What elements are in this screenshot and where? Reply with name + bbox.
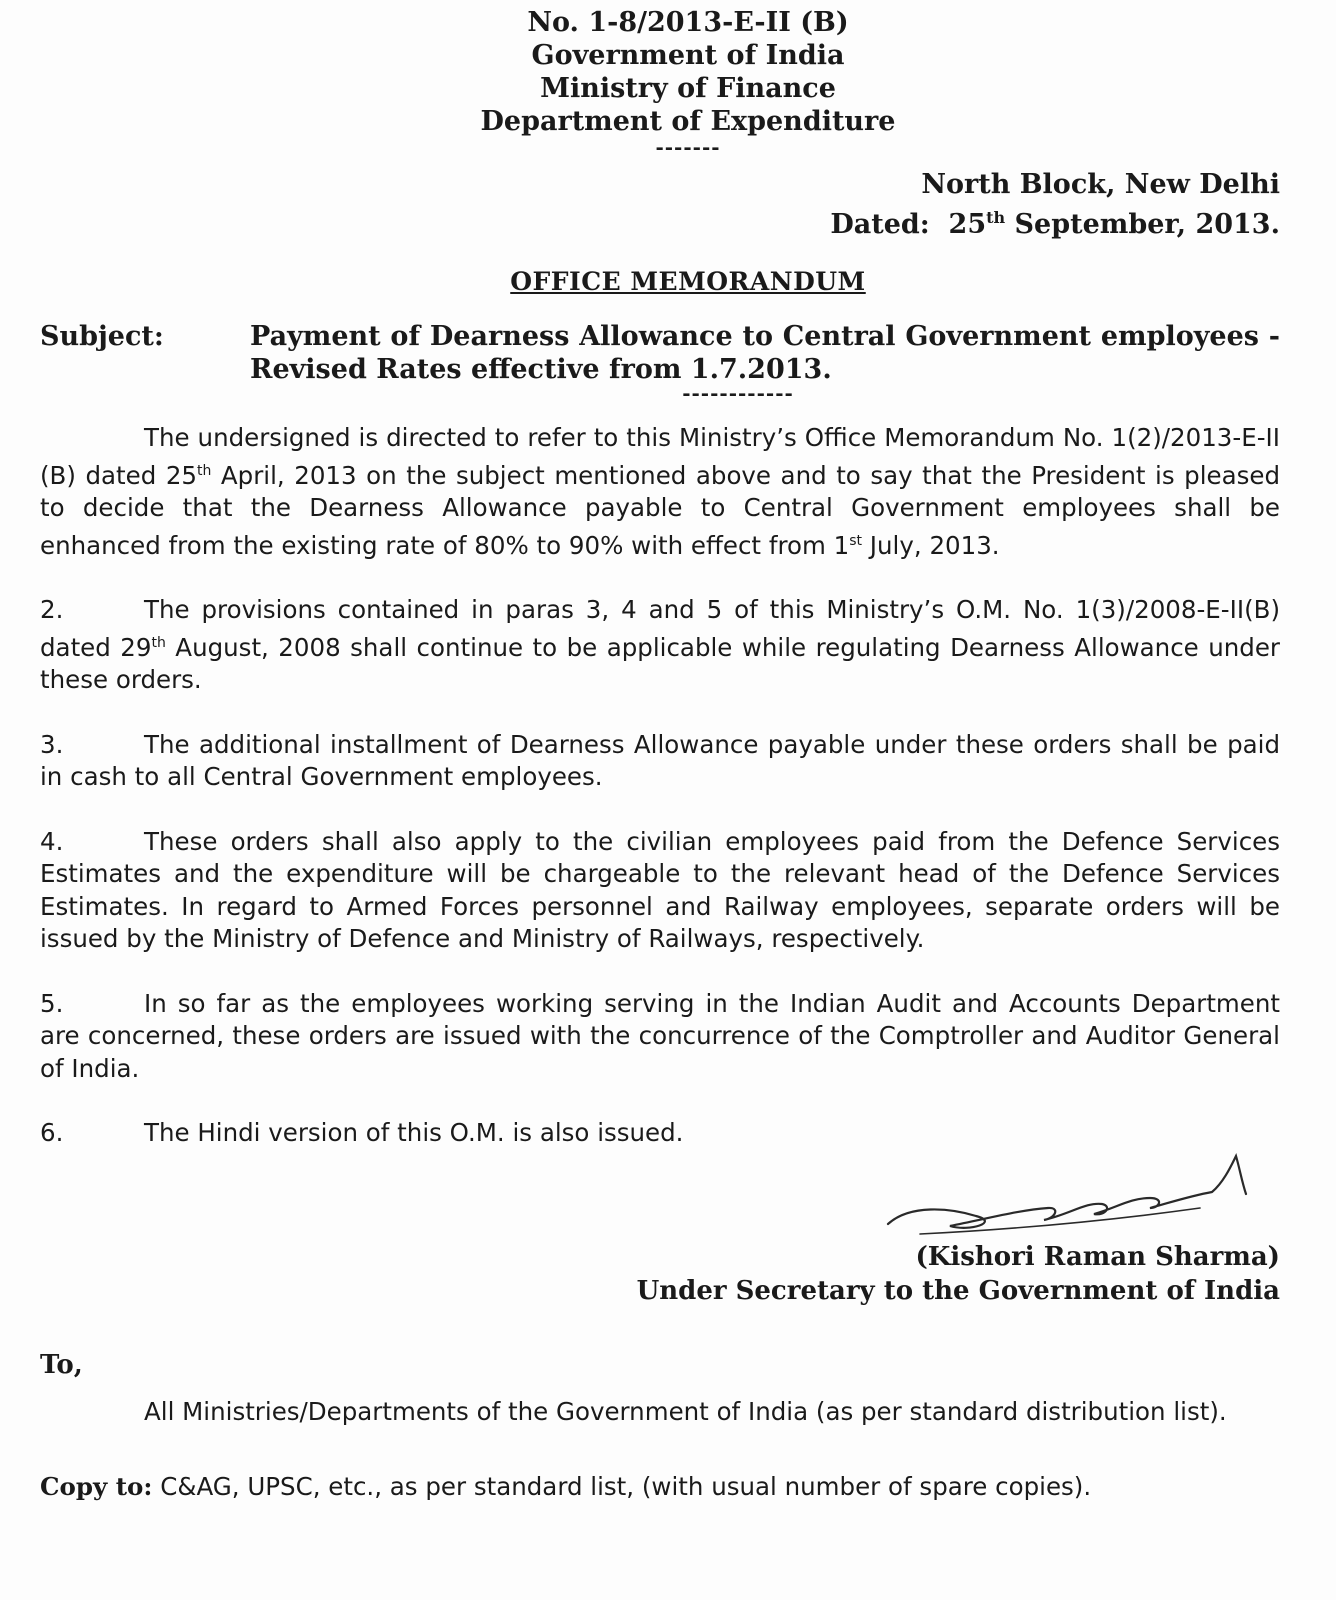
date-rest: September, 2013. xyxy=(1014,209,1280,240)
paragraph-2-sup: th xyxy=(151,634,166,651)
paragraph-6 xyxy=(40,1117,1296,1150)
paragraph-1-part-b: April, 2013 on the subject mentioned above and to say that the President is pleased to decide that the Dearness Allowance payable to Central Government employees shall be enhanced from the existing rate of 80% to 90% with effect from 1 xyxy=(40,460,1280,560)
subject-label: Subject: xyxy=(40,321,164,352)
paragraph-2-part-b: August, 2008 shall continue to be applicable while regulating Dearness Allowance under these orders. xyxy=(40,632,1280,695)
paragraph-5 xyxy=(40,988,1296,1086)
paragraph-3-number: 3. xyxy=(40,729,64,759)
subject-text: Payment of Dearness Allowance to Central Government employees - Revised Rates effective from 1.7.2013. xyxy=(250,321,1280,385)
date-line xyxy=(40,201,1280,241)
paragraph-1-sup-1: th xyxy=(197,462,212,479)
paragraph-3 xyxy=(40,729,1296,794)
to-recipients: All Ministries/Departments of the Government of India (as per standard distribution list). xyxy=(144,1396,1227,1426)
copy-to-text: C&AG, UPSC, etc., as per standard list, (with usual number of spare copies). xyxy=(152,1472,1092,1502)
signature-block xyxy=(40,1168,1296,1306)
paragraph-1-sup-2: st xyxy=(849,532,863,549)
paragraph-5-text: In so far as the employees working serving in the Indian Audit and Accounts Department are concerned, these orders are issued with the concurrence of the Comptroller and Auditor General of India. xyxy=(40,988,1280,1083)
paragraph-1 xyxy=(40,422,1296,562)
department-name: Department of Expenditure xyxy=(480,106,896,137)
paragraph-6-text: The Hindi version of this O.M. is also issued. xyxy=(144,1118,684,1148)
handwritten-signature xyxy=(880,1152,1260,1242)
subject-row xyxy=(40,320,1296,386)
paragraph-2 xyxy=(40,594,1296,697)
subject-separator: ------------ xyxy=(682,381,794,405)
place-and-date xyxy=(40,168,1296,241)
copy-to-label: Copy to: xyxy=(40,1472,153,1502)
document-title: OFFICE MEMORANDUM xyxy=(510,267,866,296)
copy-to-line xyxy=(40,1472,1296,1501)
header-separator: ------- xyxy=(655,135,721,159)
date-day-suffix: th xyxy=(986,208,1006,227)
paragraph-1-part-a: The undersigned is directed to refer to this Ministry’s Office Memorandum No. 1(2)/2013-E-II (B) dated 25 xyxy=(40,423,1280,490)
paragraph-4-number: 4. xyxy=(40,826,64,856)
to-label: To, xyxy=(40,1349,83,1380)
paragraph-2-part-a: The provisions contained in paras 3, 4 and 5 of this Ministry’s O.M. No. 1(3)/2008-E-II(B) dated 29 xyxy=(40,595,1280,662)
paragraph-4-text: These orders shall also apply to the civilian employees paid from the Defence Services Estimates and the expenditure will be chargeable to the relevant head of the Defence Services Estimates. In regard to Armed Forces personnel and Railway employees, separate orders will be issued by the Ministry of Defence and Ministry of Railways, respectively. xyxy=(40,826,1280,954)
file-number: No. 1-8/2013-E-II (B) xyxy=(527,7,849,38)
signatory-designation: Under Secretary to the Government of India xyxy=(636,1275,1280,1306)
paragraph-5-number: 5. xyxy=(40,988,64,1018)
paragraph-4 xyxy=(40,826,1296,956)
paragraph-1-part-c: July, 2013. xyxy=(862,530,1000,560)
date-day: 25 xyxy=(948,209,987,240)
signatory-name: (Kishori Raman Sharma) xyxy=(915,1241,1280,1272)
letterhead xyxy=(80,0,1296,159)
paragraph-6-number: 6. xyxy=(40,1118,64,1148)
paragraph-3-text: The additional installment of Dearness Allowance payable under these orders shall be paid in cash to all Central Government employees. xyxy=(40,729,1280,792)
date-label: Dated: xyxy=(830,209,930,240)
ministry-name: Ministry of Finance xyxy=(540,73,836,104)
place: North Block, New Delhi xyxy=(921,169,1280,200)
government-name: Government of India xyxy=(531,40,845,71)
paragraph-2-number: 2. xyxy=(40,595,64,625)
